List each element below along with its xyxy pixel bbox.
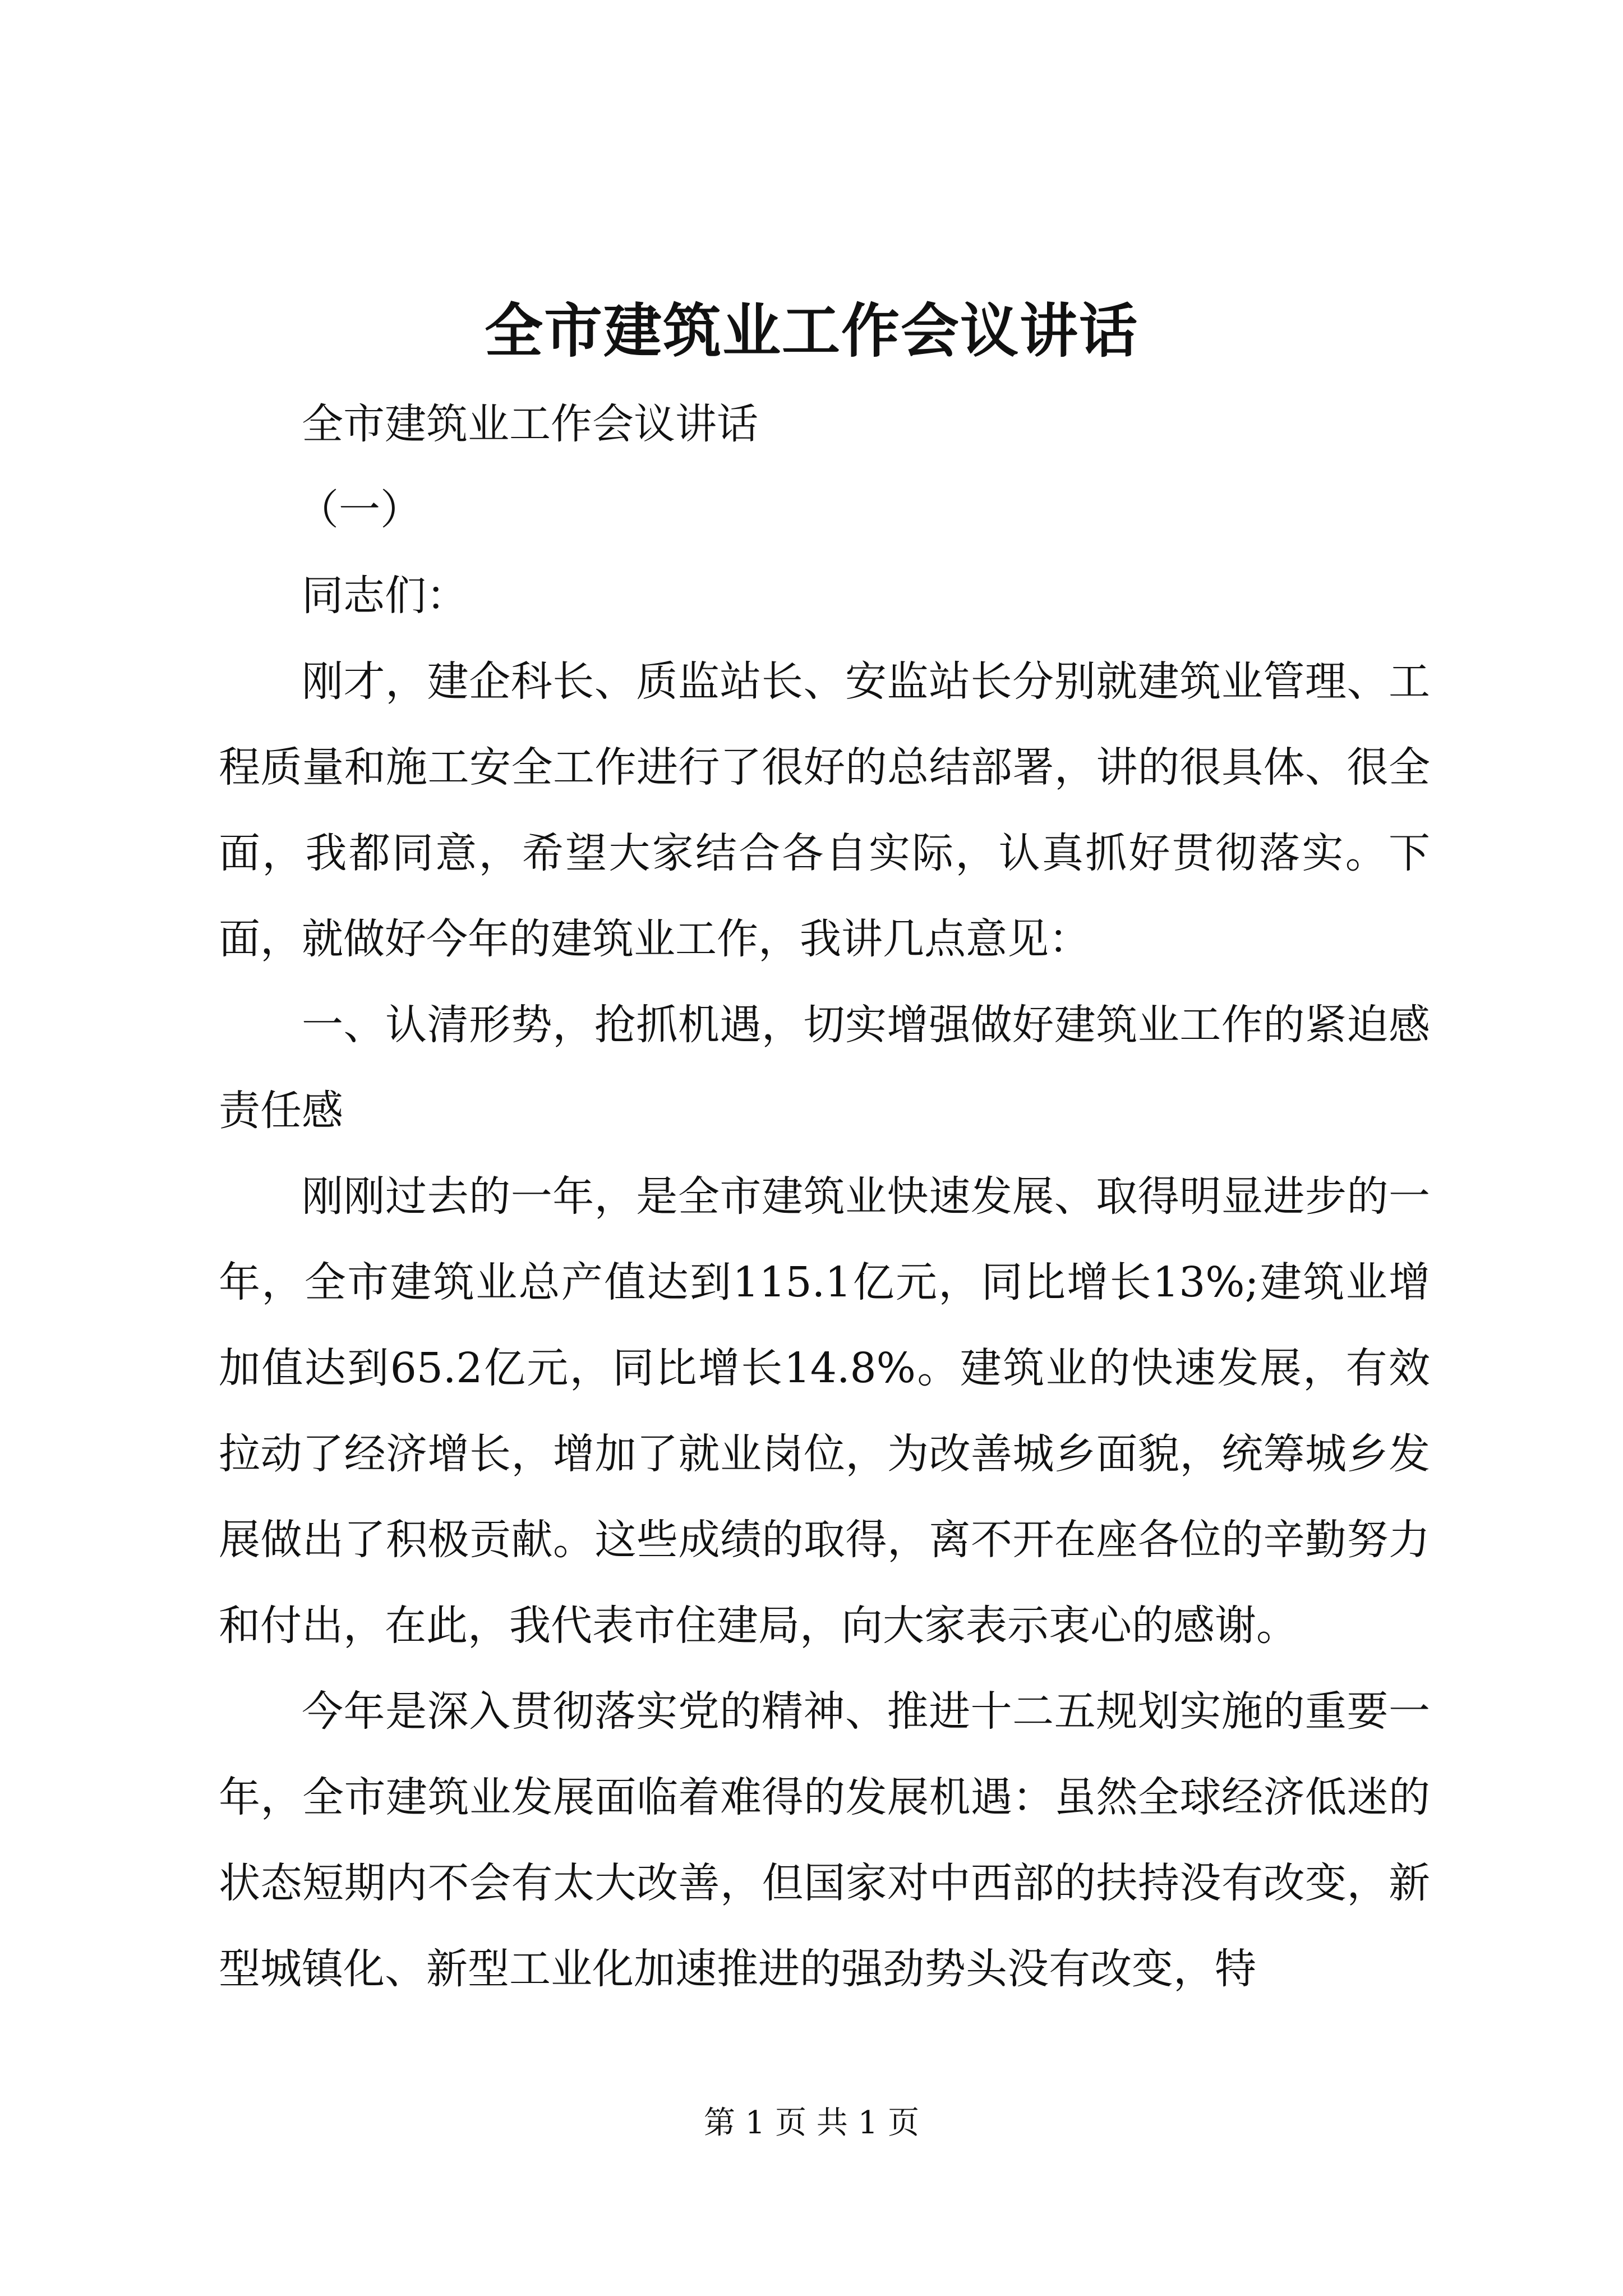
paragraph-salutation: 同志们： xyxy=(302,572,468,620)
paragraph-intro: 刚才，建企科长、质监站长、安监站长分别就建筑业管理、工程质量和施工安全工作进行了很好的总结部署，讲的很具体、很全面，我都同意，希望大家结合各自实际，认真抓好贯彻落实。下面，就做好今年的建筑业工作，我讲几点意见： xyxy=(219,657,1430,963)
page-footer: 第 1 页 共 1 页 xyxy=(703,2105,920,2141)
paragraph-review: 刚刚过去的一年，是全市建筑业快速发展、取得明显进步的一年，全市建筑业总产值达到115.1亿元，同比增长13%;建筑业增加值达到65.2亿元，同比增长14.8%。建筑业的快速发展，有效拉动了经济增长，增加了就业岗位，为改善城乡面貌，统筹城乡发展做出了积极贡献。这些成绩的取得，离不开在座各位的辛勤努力和付出，在此，我代表市住建局，向大家表示衷心的感谢。 xyxy=(219,1172,1430,1650)
paragraph-outlook: 今年是深入贯彻落实党的精神、推进十二五规划实施的重要一年，全市建筑业发展面临着难得的发展机遇：虽然全球经济低迷的状态短期内不会有太大改善，但国家对中西部的扶持没有改变，新型城镇化、新型工业化加速推进的强劲势头没有改变，特 xyxy=(219,1687,1430,1993)
paragraph-heading-one: 一、认清形势，抢抓机遇，切实增强做好建筑业工作的紧迫感责任感 xyxy=(219,1001,1430,1135)
document-title: 全市建筑业工作会议讲话 xyxy=(484,296,1138,365)
paragraph-subtitle: 全市建筑业工作会议讲话 xyxy=(302,400,758,448)
document-body xyxy=(219,381,1430,2012)
paragraph-section-number: （一） xyxy=(297,486,422,534)
